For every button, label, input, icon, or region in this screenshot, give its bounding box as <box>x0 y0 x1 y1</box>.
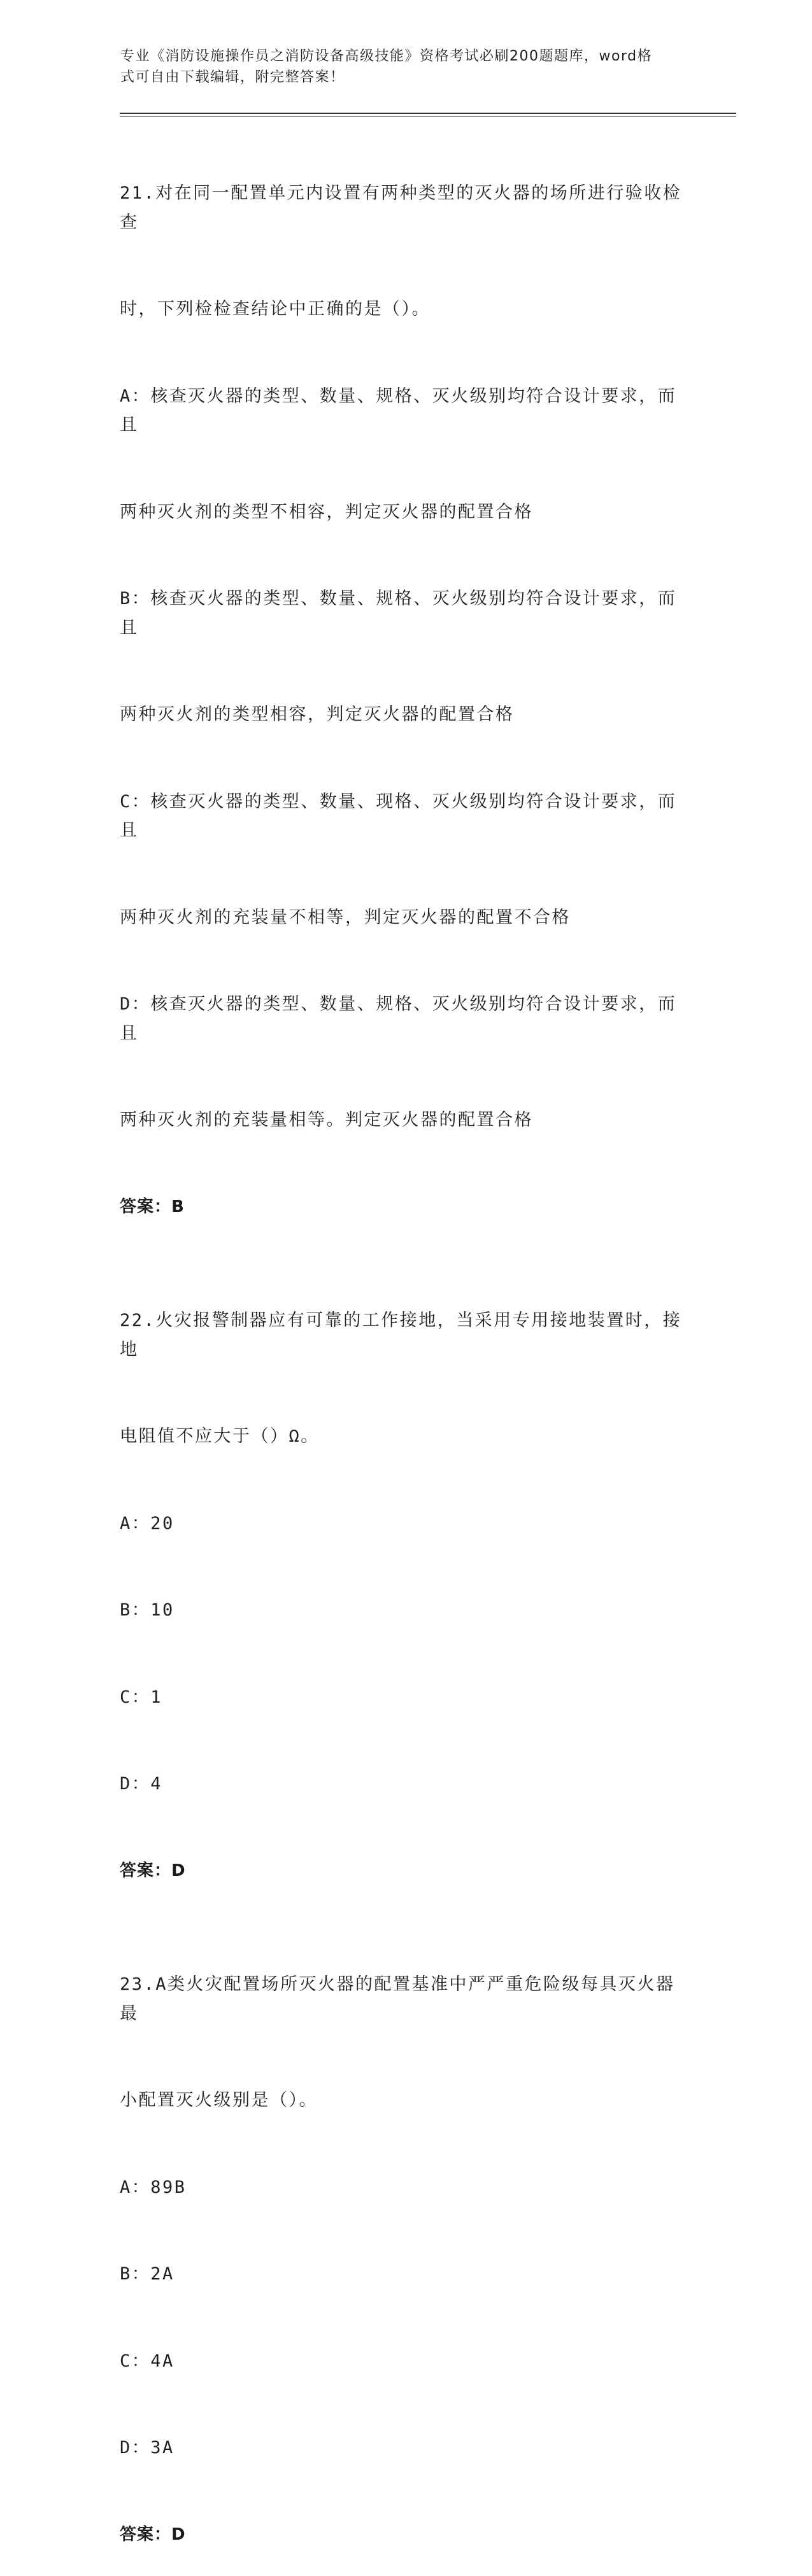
question-stem-line: 23.A类火灾配置场所灭火器的配置基准中严严重危险级每具灭火器最 <box>120 1974 675 2023</box>
option-d: D：4 <box>120 1774 163 1794</box>
question-22 <box>120 1248 693 1885</box>
option-a: A：89B <box>120 2177 187 2197</box>
header-line-1: 专业《消防设施操作员之消防设备高级技能》资格考试必刷200题题库，word格 <box>120 48 653 64</box>
option-c: C：1 <box>120 1687 163 1707</box>
option-a: A：20 <box>120 1513 175 1533</box>
question-stem-line: 小配置灭火级别是（）。 <box>120 2090 318 2110</box>
option-c-line: 两种灭火剂的充装量不相等，判定灭火器的配置不合格 <box>120 907 571 927</box>
header-line-2: 式可自由下载编辑，附完整答案！ <box>120 69 345 85</box>
header-rule-thick <box>120 113 736 114</box>
option-d-line: D：核查灭火器的类型、数量、规格、灭火级别均符合设计要求，而且 <box>120 994 677 1043</box>
answer-label: 答案：B <box>120 1197 185 1216</box>
question-23 <box>120 1912 693 2549</box>
header-rule-thin <box>120 116 736 117</box>
question-stem-line: 22.火灾报警制器应有可靠的工作接地，当采用专用接地装置时，接地 <box>120 1311 682 1360</box>
option-a-line: A：核查灭火器的类型、数量、规格、灭火级别均符合设计要求，而且 <box>120 386 677 435</box>
option-c-line: C：核查灭火器的类型、数量、现格、灭火级别均符合设计要求，而且 <box>120 791 677 840</box>
option-d-line: 两种灭火剂的充装量相等。判定灭火器的配置合格 <box>120 1110 533 1130</box>
option-d: D：3A <box>120 2438 175 2458</box>
question-list <box>120 121 693 2576</box>
answer-label: 答案：D <box>120 2524 186 2544</box>
answer-label: 答案：D <box>120 1861 186 1880</box>
document-header <box>120 46 694 88</box>
option-b-line: 两种灭火剂的类型相容，判定灭火器的配置合格 <box>120 705 515 724</box>
option-a-line: 两种灭火剂的类型不相容，判定灭火器的配置合格 <box>120 502 533 522</box>
option-b-line: B：核查灭火器的类型、数量、规格、灭火级别均符合设计要求，而且 <box>120 589 677 638</box>
option-b: B：2A <box>120 2264 175 2284</box>
option-c: C：4A <box>120 2351 175 2371</box>
question-stem-line: 21.对在同一配置单元内设置有两种类型的灭火器的场所进行验收检查 <box>120 183 682 232</box>
question-stem-line: 电阻值不应大于（）Ω。 <box>120 1426 320 1446</box>
option-b: B：10 <box>120 1600 175 1620</box>
question-21 <box>120 121 693 1221</box>
question-stem-line: 时，下列检检查结论中正确的是（）。 <box>120 299 431 319</box>
